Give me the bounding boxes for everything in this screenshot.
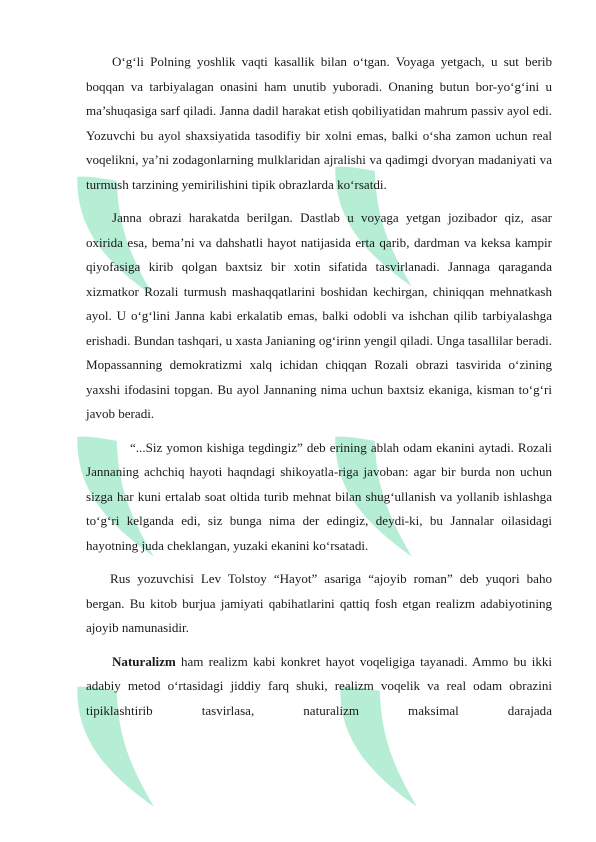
paragraph-5-text: ham realizm kabi konkret hayot voqeligiga tayanadi. Ammo bu ikki adabiy metod o‘rtasidagi jiddiy farq shuki, realizm voqelik va real odam obrazini tipiklashtirib tasvirlasa, naturalizm maksimal darajada bbox=[86, 653, 552, 718]
paragraph-2: Janna obrazi harakatda berilgan. Dastlab u voyaga yetgan jozibador qiz, asar oxirida esa, bema’ni va dahshatli hayot natijasida erta qarib, dardman va keksa kampir qiyofasiga kirib qolgan baxtsiz bir xotin sifatida tasvirlanadi. Jannaga qaraganda xizmatkor Rozali turmush mashaqqatlarini boshidan kechirgan, chiniqqan mehnatkash ayol. U o‘g‘lini Janna kabi erkalatib emas, balki odobli va ishchan qilib tarbiyalashga erishadi. Bundan tashqari, u xasta Janianing og‘irinn yengil qiladi. Unga tasallilar beradi. Mopassanning demokratizmi xalq ichidan chiqqan Rozali obrazi tasvirida o‘zining yaxshi ifodasini topgan. Bu ayol Jannaning nima uchun baxtsiz ekaniga, kisman to‘g‘ri javob beradi. bbox=[86, 210, 552, 421]
term-naturalizm: Naturalizm bbox=[112, 653, 176, 669]
paragraph-3: “...Siz yomon kishiga tegdingiz” deb erining ablah odam ekanini aytadi. Rozali Jannaning achchiq hayoti haqndagi shikoyatla-riga javoban: agar bir burda non uchun sizga har kuni ertalab soat oltida turib mehnat bilan shug‘ullanish va yollanib ishlashga to‘g‘ri kelganda edi, siz bunga nima der edingiz, deydi-ki, bu Jannalar oilasidagi hayotning juda cheklangan, yuzaki ekanini ko‘rsatadi. bbox=[86, 439, 552, 553]
paragraph-4: Rus yozuvchisi Lev Tolstoy “Hayot” asariga “ajoyib roman” deb yuqori baho bergan. Bu kitob burjua jamiyati qabihatlarini qattiq fosh etgan realizm adabiyotining ajoyib namunasidir. bbox=[86, 571, 552, 635]
paragraph-1: O‘g‘li Polning yoshlik vaqti kasallik bilan o‘tgan. Voyaga yetgach, u sut berib boqqan va tarbiyalagan onasini ham unutib yuboradi. Onaning butun bor-yo‘g‘ini u ma’shuqasiga sarf qiladi. Janna dadil harakat etish qobiliyatidan mahrum passiv ayol edi. Yozuvchi bu ayol shaxsiyatida tasodifiy bir xolni emas, balki o‘sha zamon uchun real voqelikni, ya’ni zodagonlarning mulklaridan ajralishi va qadimgi dvoryan madaniyati va turmush tarzining yemirilishini tipik obrazlarda ko‘rsatdi. bbox=[86, 54, 552, 192]
document-body bbox=[86, 50, 552, 723]
paragraph-5 bbox=[86, 650, 552, 724]
